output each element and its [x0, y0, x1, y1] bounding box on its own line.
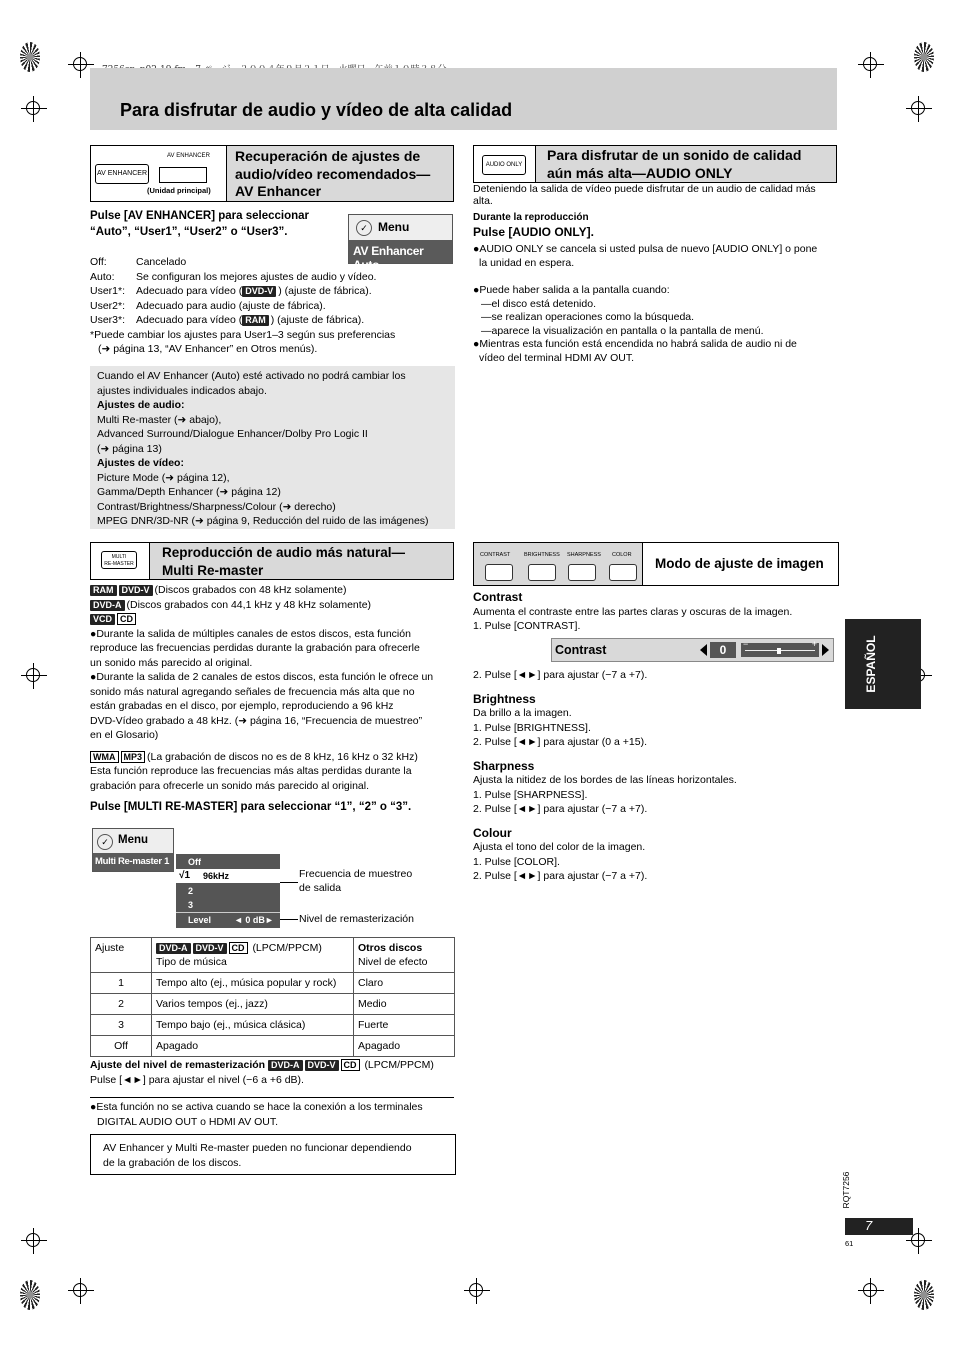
av-enhancer-instruction: Pulse [AV ENHANCER] para seleccionar — [90, 210, 309, 222]
wma-note: (La grabación de discos no es de 8 kHz, 16 kHz o 32 kHz) — [147, 750, 418, 763]
note-heading: Ajustes de audio: — [97, 399, 185, 411]
menu-value: AV Enhancer Auto — [353, 244, 424, 272]
vcd-badge: VCD — [90, 614, 115, 625]
table-cell: Tempo alto (ej., música popular y rock) — [152, 973, 354, 994]
option-key: User2*: — [90, 299, 126, 312]
ram-badge: RAM — [242, 315, 269, 326]
crop-mark — [858, 1278, 884, 1304]
icon-text: RE-MASTER — [104, 561, 134, 567]
audio-only-dash: —el disco está detenido. — [481, 297, 596, 310]
submenu-1: √1 — [179, 870, 191, 881]
audio-only-bullet: ●Puede haber salida a la pantalla cuando: — [473, 284, 670, 296]
table-header-suffix: (LPCM/PPCM) — [252, 942, 322, 954]
colour-heading: Colour — [473, 825, 512, 840]
audio-only-button-icon — [482, 155, 526, 175]
option-key: User1*: — [90, 285, 126, 297]
language-tab-label: ESPAÑOL — [864, 635, 878, 693]
note-line: Gamma/Depth Enhancer (➜ página 12) — [97, 486, 281, 498]
mp3-badge: MP3 — [121, 751, 146, 763]
crop-mark — [21, 96, 47, 122]
bullet-line: ●Durante la salida de 2 canales de estos discos, esta función le ofrece un — [90, 671, 434, 683]
multi-note-l2: DIGITAL AUDIO OUT o HDMI AV OUT. — [97, 1115, 279, 1128]
unit-caption: (Unidad principal) — [147, 186, 211, 195]
table-cell: Apagado — [152, 1036, 354, 1057]
multi-remaster-menu-display — [92, 828, 174, 872]
table-header: Ajuste — [91, 938, 152, 973]
bullet-line: sonido más natural agregando señales de frecuencia más alta que no — [90, 685, 415, 698]
table-header-l1: Otros discos — [358, 942, 423, 954]
brightness-heading: Brightness — [473, 691, 536, 706]
ram-badge: RAM — [90, 585, 117, 596]
audio-only-header — [473, 145, 837, 183]
multi-remaster-header — [90, 542, 454, 580]
bullet-line: DVD-Vídeo grabado a 48 kHz. (➜ página 16, “Frecuencia de muestreo” — [90, 714, 423, 727]
color-button-icon — [609, 564, 637, 581]
audio-only-dash: —se realizan operaciones como la búsqueda. — [481, 311, 695, 323]
note-line: Picture Mode (➜ página 12), — [97, 471, 230, 484]
audio-only-bullet: ●AUDIO ONLY se cancela si usted pulsa de nuevo [AUDIO ONLY] o pone — [473, 243, 818, 255]
note-line: Contrast/Brightness/Sharpness/Colour (➜ derecho) — [97, 500, 336, 513]
image-mode-title: Modo de ajuste de imagen — [655, 556, 824, 571]
slider-plus: + — [811, 639, 817, 649]
language-tab — [845, 619, 921, 709]
table-header-row — [91, 938, 455, 973]
bullet-line: reproduce las frecuencias perdidas durante la grabación para ofrecerle — [90, 642, 420, 654]
av-enhancer-note-box — [90, 366, 455, 529]
dvd-v-badge: DVD-V — [119, 585, 153, 596]
contrast-step2: 2. Pulse [◄►] para ajustar (−7 a +7). — [473, 669, 648, 681]
sharpness-desc: Ajusta la nitidez de los bordes de las líneas horizontales. — [473, 774, 737, 786]
slider-thumb — [777, 648, 781, 654]
option-value: Adecuado para vídeo ( — [136, 285, 243, 297]
submenu-off: Off — [188, 857, 201, 867]
bullet-line: un sonido más parecido al original. — [90, 656, 253, 669]
submenu-3: 3 — [188, 900, 194, 910]
dvd-v-badge: DVD-V — [242, 286, 276, 297]
function-text: Esta función reproduce las frecuencias más altas perdidas durante la — [90, 765, 412, 777]
audio-only-intro: Deteniendo la salida de vídeo puede disfrutar de un audio de calidad más — [473, 183, 816, 195]
multi-remaster-button-icon — [101, 551, 137, 569]
sharpness-step2: 2. Pulse [◄►] para ajustar (−7 a +7). — [473, 803, 648, 815]
note-line: MPEG DNR/3D-NR (➜ página 9, Reducción del ruido de las imágenes) — [97, 515, 429, 527]
footnote: *Puede cambiar los ajustes para User1–3 según sus preferencias — [90, 328, 396, 341]
dvd-a-badge: DVD-A — [156, 943, 191, 954]
title-banner — [90, 68, 837, 130]
dvd-v-badge: DVD-V — [193, 943, 227, 954]
note-line: ajustes individuales indicados abajo. — [97, 384, 267, 397]
av-enhancer-header — [90, 145, 454, 202]
option-value-end: ) (ajuste de fábrica). — [278, 285, 372, 297]
colour-step1: 1. Pulse [COLOR]. — [473, 855, 560, 868]
right-arrow-icon — [822, 644, 829, 656]
level-suffix: (LPCM/PPCM) — [364, 1059, 434, 1071]
table-cell: Fuerte — [354, 1015, 455, 1036]
sharpness-heading: Sharpness — [473, 758, 535, 773]
contrast-value-box — [710, 642, 736, 658]
dvd-v-badge: DVD-V — [305, 1060, 339, 1071]
image-mode-header — [473, 542, 839, 586]
table-row — [91, 1036, 455, 1057]
registration-disc — [914, 42, 934, 72]
multi-remaster-instruction: Pulse [MULTI RE-MASTER] para seleccionar “1”, “2” o “3”. — [90, 801, 412, 813]
menu-item: Multi Re-master 1 — [95, 856, 170, 867]
compatibility-note-l2: de la grabación de los discos. — [103, 1156, 242, 1169]
icon-text: AUDIO ONLY — [485, 162, 523, 168]
compatibility-note: AV Enhancer y Multi Re-master pueden no funcionar dependiendo — [103, 1142, 412, 1154]
option-key: Auto: — [90, 270, 115, 283]
note-line: (➜ página 13) — [97, 442, 162, 455]
table-cell: 2 — [91, 994, 152, 1015]
note-heading: Ajustes de vídeo: — [97, 457, 184, 469]
multi-remaster-submenu — [176, 854, 280, 928]
av-enhancer-title: Recuperación de ajustes de — [235, 148, 421, 164]
crop-mark — [906, 96, 932, 122]
audio-only-bullet: ●Mientras esta función está encendida no habrá salida de audio ni de — [473, 338, 797, 350]
table-cell: Tempo bajo (ej., música clásica) — [152, 1015, 354, 1036]
function-text: grabación para ofrecerle un sonido más parecido al original. — [90, 779, 369, 792]
menu-label: Menu — [378, 220, 410, 234]
audio-only-icon-panel — [474, 146, 536, 182]
page-number-bar — [845, 1218, 913, 1235]
cd-badge: CD — [229, 942, 248, 954]
table-header-l2: Nivel de efecto — [358, 956, 428, 968]
crop-mark — [68, 1278, 94, 1304]
brightness-step1: 1. Pulse [BRIGHTNESS]. — [473, 721, 591, 734]
footnote-l2: (➜ página 13, “AV Enhancer” en Otros menús). — [98, 343, 318, 355]
table-row — [91, 994, 455, 1015]
colour-step2: 2. Pulse [◄►] para ajustar (−7 a +7). — [473, 870, 648, 882]
icon-text: MULTI — [111, 554, 127, 560]
option-value-end: ) (ajuste de fábrica). — [270, 314, 365, 326]
table-row — [91, 973, 455, 994]
menu-label: Menu — [118, 834, 149, 846]
bullet-line: ●Durante la salida de múltiples canales de estos discos, esta función — [90, 627, 411, 640]
submenu-selected — [176, 869, 280, 883]
page-number: 7 — [865, 1218, 873, 1233]
table-cell: Apagado — [354, 1036, 455, 1057]
annotation-level: Nivel de remasterización — [299, 913, 414, 925]
color-button-label: COLOR — [612, 552, 632, 558]
note-line: Advanced Surround/Dialogue Enhancer/Dolby Pro Logic II — [97, 428, 368, 440]
slider-minus: − — [743, 639, 749, 649]
option-value: Adecuado para audio (ajuste de fábrica). — [136, 299, 326, 312]
table-cell: 1 — [91, 973, 152, 994]
audio-only-bullet-l2: la unidad en espera. — [479, 256, 575, 269]
av-enhancer-title-l3: AV Enhancer — [235, 183, 322, 199]
option-row — [90, 270, 450, 285]
audio-only-intro-l2: alta. — [473, 195, 493, 207]
wma-badge: WMA — [90, 751, 119, 763]
brightness-desc: Da brillo a la imagen. — [473, 707, 572, 719]
page-title: Para disfrutar de audio y vídeo de alta calidad — [120, 100, 513, 120]
table-header — [152, 938, 354, 973]
sharpness-button-icon — [568, 564, 596, 581]
image-buttons-panel — [474, 543, 643, 585]
menu-icon: ✓ — [356, 220, 372, 236]
table-cell: Off — [91, 1036, 152, 1057]
option-row — [90, 255, 450, 270]
option-key: User3*: — [90, 314, 126, 326]
multi-remaster-icon-panel — [91, 543, 150, 579]
disc-note: (Discos grabados con 48 kHz solamente) — [154, 584, 347, 596]
cd-badge: CD — [341, 1059, 360, 1071]
cd-badge: CD — [117, 613, 136, 625]
colour-desc: Ajusta el tono del color de la imagen. — [473, 841, 646, 853]
crop-mark — [21, 1228, 47, 1254]
annotation-frequency-l2: de salida — [299, 881, 342, 894]
sharpness-button-label: SHARPNESS — [567, 552, 601, 558]
contrast-desc: Aumenta el contraste entre las partes claras y oscuras de la imagen. — [473, 605, 793, 618]
contrast-bar-label: Contrast — [555, 643, 607, 657]
sharpness-step1: 1. Pulse [SHARPNESS]. — [473, 788, 588, 801]
page-small: 61 — [845, 1239, 854, 1248]
registration-disc — [914, 1280, 934, 1310]
registration-disc — [20, 42, 40, 72]
submenu-freq: 96kHz — [203, 871, 230, 881]
submenu-2: 2 — [188, 886, 194, 896]
audio-only-bullet-l2: vídeo del terminal HDMI AV OUT. — [479, 351, 635, 364]
contrast-button-icon — [485, 564, 513, 581]
crop-mark — [21, 663, 47, 689]
contrast-heading: Contrast — [473, 590, 523, 604]
option-row — [90, 284, 450, 299]
audio-only-dash: —aparece la visualización en pantalla o la pantalla de menú. — [481, 324, 764, 337]
unit-slot-icon — [159, 167, 207, 183]
contrast-slider — [741, 639, 819, 657]
table-row — [91, 1015, 455, 1036]
menu-icon: ✓ — [97, 834, 113, 850]
table-cell: Claro — [354, 973, 455, 994]
option-value: Cancelado — [136, 256, 187, 268]
bullet — [90, 670, 455, 743]
audio-only-instruction: Pulse [AUDIO ONLY]. — [473, 225, 594, 239]
brightness-button-icon — [528, 564, 556, 581]
contrast-bar-display — [551, 638, 834, 662]
dvd-a-badge: DVD-A — [90, 600, 125, 611]
brightness-step2: 2. Pulse [◄►] para ajustar (0 a +15). — [473, 736, 647, 748]
level-instruction: Pulse [◄►] para ajustar el nivel (−6 a +6 dB). — [90, 1073, 304, 1086]
table-cell: Varios tempos (ej., jazz) — [152, 994, 354, 1015]
left-arrow-icon — [700, 644, 707, 656]
option-row — [90, 299, 450, 314]
av-enhancer-title-l2: audio/vídeo recomendados— — [235, 165, 431, 182]
submenu-db: ◄ 0 dB► — [234, 915, 274, 925]
level-title: Ajuste del nivel de remasterización — [90, 1059, 266, 1071]
disc-line — [90, 598, 455, 613]
option-key: Off: — [90, 256, 107, 268]
av-enhancer-icon-panel — [91, 146, 227, 201]
av-enhancer-button-icon: AV ENHANCER — [95, 164, 149, 184]
bullet — [90, 627, 455, 671]
registration-disc — [20, 1280, 40, 1310]
av-enhancer-instruction-l2: “Auto”, “User1”, “User2” o “User3”. — [90, 226, 288, 238]
table-header-l2: Tipo de música — [156, 956, 227, 968]
audio-only-title: Para disfrutar de un sonido de calidad — [547, 147, 802, 163]
note-line: Cuando el AV Enhancer (Auto) esté activado no podrá cambiar los — [97, 370, 406, 382]
contrast-value: 0 — [719, 643, 727, 657]
contrast-button-label: CONTRAST — [480, 552, 511, 558]
option-value: Se configuran los mejores ajustes de audio y vídeo. — [136, 270, 377, 283]
model-code: RQT7256 — [841, 1171, 851, 1209]
disc-line — [90, 612, 455, 627]
during-playback: Durante la reproducción — [473, 212, 589, 223]
annotation-frequency: Frecuencia de muestreo — [299, 868, 413, 880]
bullet-line: están grabadas en el disco, por ejemplo, reproduciendo a 96 kHz — [90, 700, 394, 712]
disc-line — [90, 583, 455, 598]
note-line: Multi Re-master (➜ abajo), — [97, 413, 222, 426]
av-enhancer-icon-label: AV ENHANCER — [167, 153, 210, 159]
multi-note: ●Esta función no se activa cuando se hace la conexión a los terminales — [90, 1101, 423, 1113]
dvd-a-badge: DVD-A — [268, 1060, 303, 1071]
multi-remaster-title-l2: Multi Re-master — [162, 562, 264, 578]
multi-remaster-table — [90, 937, 455, 1057]
table-cell: 3 — [91, 1015, 152, 1036]
table-cell: Medio — [354, 994, 455, 1015]
table-header — [354, 938, 455, 973]
option-row — [90, 313, 450, 328]
multi-remaster-title: Reproducción de audio más natural— — [162, 545, 406, 560]
wma-line — [90, 750, 455, 765]
crop-mark — [858, 52, 884, 78]
bullet-line: en el Glosario) — [90, 729, 159, 741]
option-value: Adecuado para vídeo ( — [136, 314, 243, 326]
audio-only-title-l2: aún más alta—AUDIO ONLY — [547, 164, 733, 181]
contrast-step1: 1. Pulse [CONTRAST]. — [473, 620, 581, 632]
level-title-line — [90, 1058, 455, 1073]
brightness-button-label: BRIGHTNESS — [524, 552, 560, 558]
disc-note: (Discos grabados con 44,1 kHz y 48 kHz solamente) — [126, 598, 372, 611]
crop-mark — [464, 1278, 490, 1304]
submenu-level: Level — [188, 915, 212, 925]
compatibility-box — [90, 1134, 456, 1175]
